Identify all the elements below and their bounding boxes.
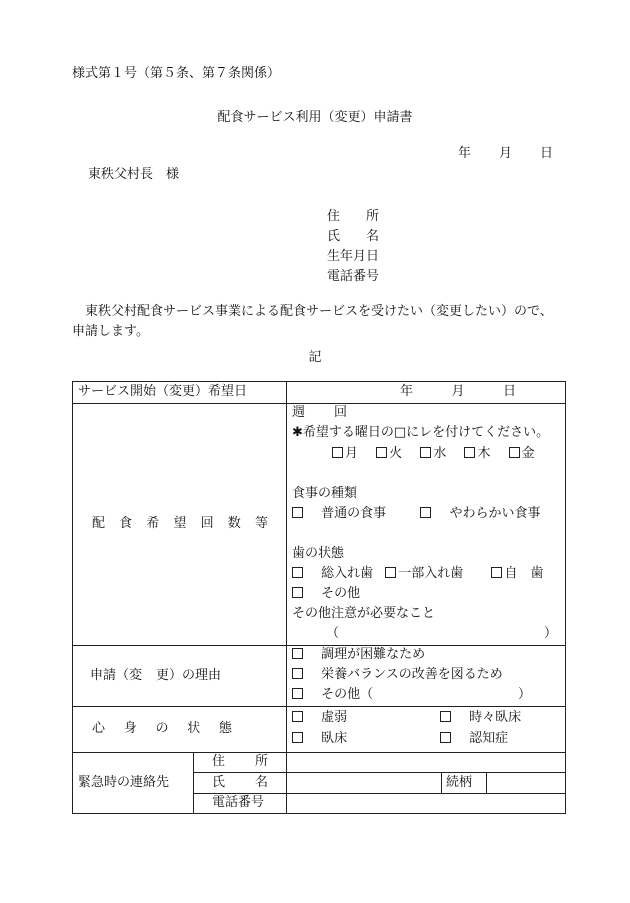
addressee: 東秩父村長 様 [88, 167, 180, 182]
reason-label: 申請（変 更）の理由 [90, 668, 222, 683]
table-divider [441, 772, 442, 793]
weekday-checkbox-tue[interactable] [376, 447, 387, 458]
meal-checkbox-normal[interactable] [292, 507, 303, 518]
teeth-checkbox-other[interactable] [292, 587, 303, 598]
relation-label: 続柄 [446, 775, 473, 790]
applicant-name-label: 氏 名 [327, 229, 379, 244]
meal-type-label: 食事の種類 [292, 486, 358, 501]
application-table [72, 381, 566, 814]
teeth-options: 総入れ歯 一部入れ歯 自 歯 [292, 564, 543, 584]
condition-checkbox-bedridden[interactable] [292, 732, 303, 743]
condition-checkbox-sometimes-bedridden[interactable] [440, 711, 451, 722]
emergency-address-label: 住 所 [212, 754, 268, 769]
teeth-checkbox-natural[interactable] [491, 567, 502, 578]
condition-checkbox-dementia[interactable] [440, 732, 451, 743]
start-date-value: 年 月 日 [400, 384, 516, 399]
emergency-phone-label: 電話番号 [212, 795, 265, 810]
table-divider [286, 752, 287, 814]
table-divider [486, 772, 487, 793]
ki-label: 記 [308, 350, 322, 365]
form-number: 様式第１号（第５条、第７条関係） [72, 66, 281, 81]
condition-label: 心 身 の 状 態 [92, 721, 232, 736]
date-line [458, 146, 553, 161]
week-label: 週 [292, 405, 306, 420]
table-divider [193, 752, 194, 814]
table-rule [72, 706, 566, 707]
reason-option-cooking: 調理が困難なため [292, 645, 425, 665]
condition-option-frail: 虚弱 [292, 708, 347, 728]
table-rule [72, 752, 566, 753]
times-label: 回 [334, 405, 348, 420]
applicant-birthdate-label: 生年月日 [327, 249, 380, 264]
table-rule [72, 403, 566, 404]
applicant-address-label: 住 所 [327, 209, 379, 224]
date-day: 日 [539, 146, 553, 161]
reason-close-paren: ） [518, 687, 532, 702]
emergency-name-label: 氏 名 [212, 775, 268, 790]
weekday-checkbox-wed[interactable] [420, 447, 431, 458]
date-month: 月 [498, 146, 512, 161]
caution-close-paren: ） [544, 626, 558, 641]
reason-checkbox-nutrition[interactable] [292, 668, 303, 679]
reason-checkbox-other[interactable] [292, 688, 303, 699]
weekday-checkbox-mon[interactable] [332, 447, 343, 458]
condition-option-bedridden: 臥床 [292, 729, 347, 749]
weekday-checkbox-thu[interactable] [464, 447, 475, 458]
form-title: 配食サービス利用（変更）申請書 [217, 110, 413, 125]
table-border-bottom [72, 813, 566, 814]
condition-option-dementia: 認知症 [440, 729, 508, 749]
emergency-contact-label: 緊急時の連絡先 [78, 775, 170, 790]
applicant-block [327, 207, 379, 287]
caution-label: その他注意が必要なこと [292, 606, 436, 621]
caution-open-paren: （ [326, 626, 340, 641]
condition-option-sometimes-bedridden: 時々臥床 [440, 708, 521, 728]
teeth-label: 歯の状態 [292, 546, 345, 561]
weekday-note: ✱希望する曜日の□にレを付けてください。 [292, 425, 550, 440]
weekday-checkbox-fri[interactable] [509, 447, 520, 458]
condition-checkbox-frail[interactable] [292, 711, 303, 722]
reason-checkbox-cooking[interactable] [292, 648, 303, 659]
intro-text: 東秩父村配食サービス事業による配食サービスを受けたい（変更したい）ので、申請します。 [72, 304, 553, 339]
meal-type-options: 普通の食事 やわらかい食事 [292, 504, 540, 524]
table-border-right [565, 381, 566, 814]
teeth-checkbox-dentures[interactable] [292, 567, 303, 578]
start-date-label: サービス開始（変更）希望日 [78, 384, 248, 399]
meal-checkbox-soft[interactable] [420, 507, 431, 518]
teeth-checkbox-partial[interactable] [385, 567, 396, 578]
table-border-left [72, 381, 73, 814]
applicant-phone-label: 電話番号 [327, 269, 380, 284]
table-divider [286, 381, 287, 753]
weekday-options: 月 火 水 木 金 [332, 444, 535, 464]
teeth-other-option: その他 [292, 584, 360, 604]
date-year: 年 [458, 146, 472, 161]
reason-option-other: その他（ [292, 685, 373, 705]
delivery-label: 配 食 希 望 回 数 等 [92, 516, 268, 531]
reason-option-nutrition: 栄養バランスの改善を図るため [292, 665, 503, 685]
